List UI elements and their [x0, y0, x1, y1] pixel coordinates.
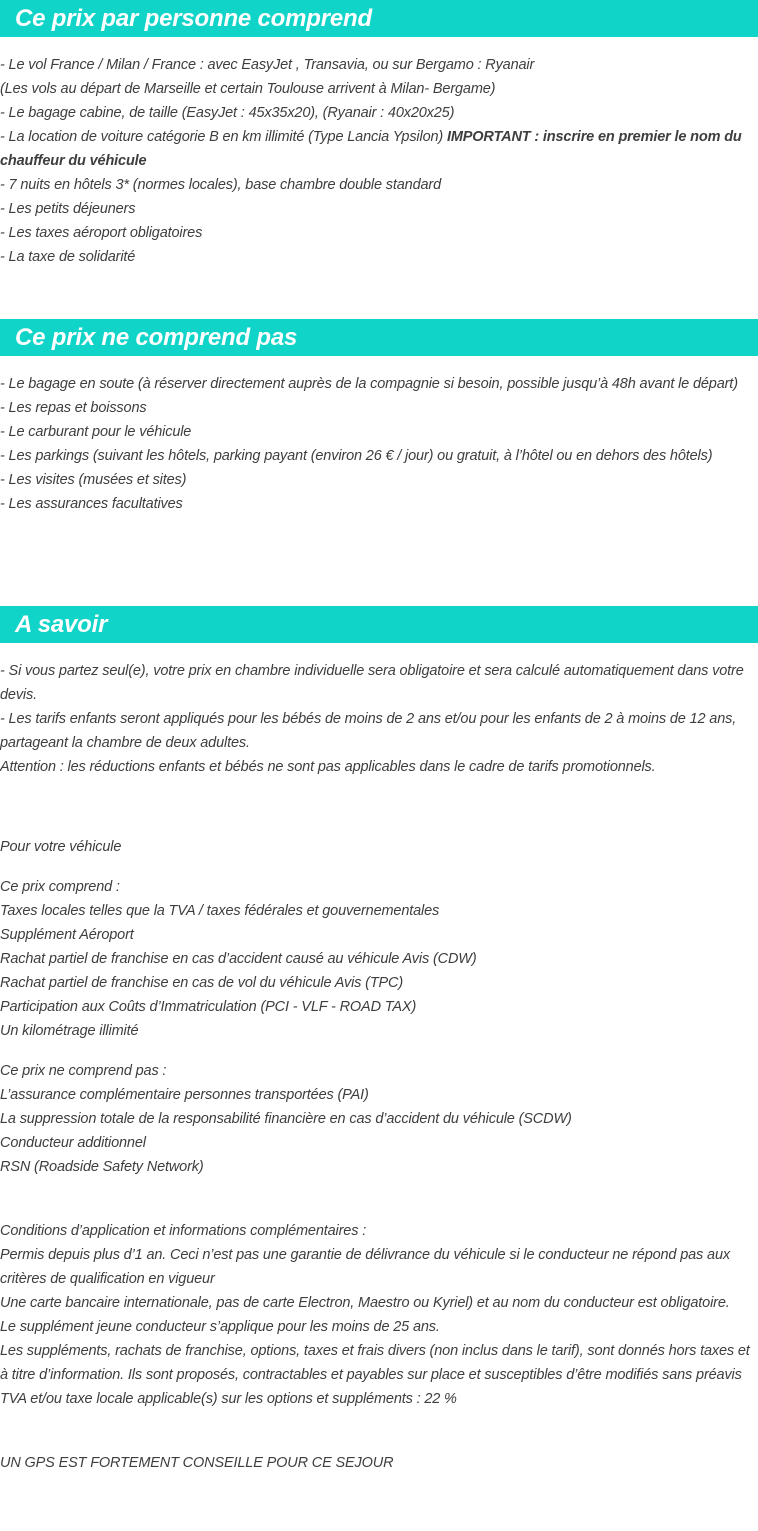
gps-notice — [0, 1451, 752, 1475]
list-item: - Les visites (musées et sites) — [0, 472, 187, 488]
list-item: L’assurance complémentaire personnes transportées (PAI) — [0, 1087, 369, 1103]
important-notice: IMPORTANT : inscrire en premier le nom du chauffeur du véhicule — [0, 129, 742, 169]
car-rental-text: - La location de voiture catégorie B en km illimité (Type Lancia Ypsilon) — [0, 129, 447, 145]
section-title-excluded: Ce prix ne comprend pas — [0, 319, 758, 356]
list-item: - Les petits déjeuners — [0, 201, 136, 217]
list-item: - Le carburant pour le véhicule — [0, 424, 192, 440]
excluded-list — [0, 372, 752, 516]
list-item: TVA et/ou taxe locale applicable(s) sur les options et suppléments : 22 % — [0, 1391, 457, 1407]
list-item: Permis depuis plus d’1 an. Ceci n’est pas une garantie de délivrance du véhicule si le conducteur ne répond pas aux critères de qualification en vigueur — [0, 1247, 730, 1287]
list-item: Un kilométrage illimité — [0, 1023, 139, 1039]
list-item: - 7 nuits en hôtels 3* (normes locales), base chambre double standard — [0, 177, 442, 193]
list-item: Conducteur additionnel — [0, 1135, 146, 1151]
list-item: - Les assurances facultatives — [0, 496, 183, 512]
list-item: Rachat partiel de franchise en cas d’accident causé au véhicule Avis (CDW) — [0, 951, 477, 967]
vehicle-included-list — [0, 875, 752, 1043]
list-item: - Les parkings (suivant les hôtels, parking payant (environ 26 € / jour) ou gratuit, à l’hôtel ou en dehors des hôtels) — [0, 448, 713, 464]
list-item: - La taxe de solidarité — [0, 249, 136, 265]
list-item: Attention : les réductions enfants et bébés ne sont pas applicables dans le cadre de tarifs promotionnels. — [0, 759, 656, 775]
gps-notice-text: UN GPS EST FORTEMENT CONSEILLE POUR CE SEJOUR — [0, 1455, 394, 1471]
vehicle-included-label: Ce prix comprend : — [0, 879, 120, 895]
list-item: Une carte bancaire internationale, pas de carte Electron, Maestro ou Kyriel) et au nom du conducteur est obligatoire. — [0, 1295, 730, 1311]
list-item: Taxes locales telles que la TVA / taxes fédérales et gouvernementales — [0, 903, 440, 919]
list-item: - Si vous partez seul(e), votre prix en chambre individuelle sera obligatoire et sera calculé automatiquement dans votre devis. — [0, 663, 744, 703]
list-item: La suppression totale de la responsabilité financière en cas d’accident du véhicule (SCDW) — [0, 1111, 572, 1127]
list-item: - Les repas et boissons — [0, 400, 147, 416]
list-item: - Les tarifs enfants seront appliqués pour les bébés de moins de 2 ans et/ou pour les enfants de 2 à moins de 12 ans, partageant la chambre de deux adultes. — [0, 711, 737, 751]
list-item-car-rental — [0, 125, 752, 173]
list-item: - Le bagage en soute (à réserver directement auprès de la compagnie si besoin, possible jusqu’à 48h avant le départ) — [0, 376, 738, 392]
vehicle-heading-text: Pour votre véhicule — [0, 839, 122, 855]
list-item: (Les vols au départ de Marseille et certain Toulouse arrivent à Milan- Bergame) — [0, 81, 496, 97]
vehicle-heading — [0, 835, 752, 859]
vehicle-conditions-list — [0, 1219, 752, 1411]
list-item: Rachat partiel de franchise en cas de vol du véhicule Avis (TPC) — [0, 975, 404, 991]
info-list — [0, 659, 752, 779]
vehicle-excluded-list — [0, 1059, 752, 1179]
list-item: RSN (Roadside Safety Network) — [0, 1159, 204, 1175]
included-list — [0, 53, 752, 269]
list-item: - Les taxes aéroport obligatoires — [0, 225, 203, 241]
conditions-label: Conditions d’application et informations complémentaires : — [0, 1223, 367, 1239]
list-item: - Le vol France / Milan / France : avec EasyJet , Transavia, ou sur Bergamo : Ryanair — [0, 57, 535, 73]
list-item: Participation aux Coûts d’Immatriculation (PCI - VLF - ROAD TAX) — [0, 999, 417, 1015]
list-item: Supplément Aéroport — [0, 927, 134, 943]
list-item: Les suppléments, rachats de franchise, options, taxes et frais divers (non inclus dans le tarif), sont donnés hors taxes et à titre d’information. Ils sont proposés, contractables et payables sur place et susceptibles d’être modifiés sans préavis — [0, 1343, 750, 1383]
vehicle-excluded-label: Ce prix ne comprend pas : — [0, 1063, 167, 1079]
section-title-included: Ce prix par personne comprend — [0, 0, 758, 37]
list-item: - Le bagage cabine, de taille (EasyJet : 45x35x20), (Ryanair : 40x20x25) — [0, 105, 455, 121]
list-item: Le supplément jeune conducteur s’applique pour les moins de 25 ans. — [0, 1319, 440, 1335]
section-title-info: A savoir — [0, 606, 758, 643]
